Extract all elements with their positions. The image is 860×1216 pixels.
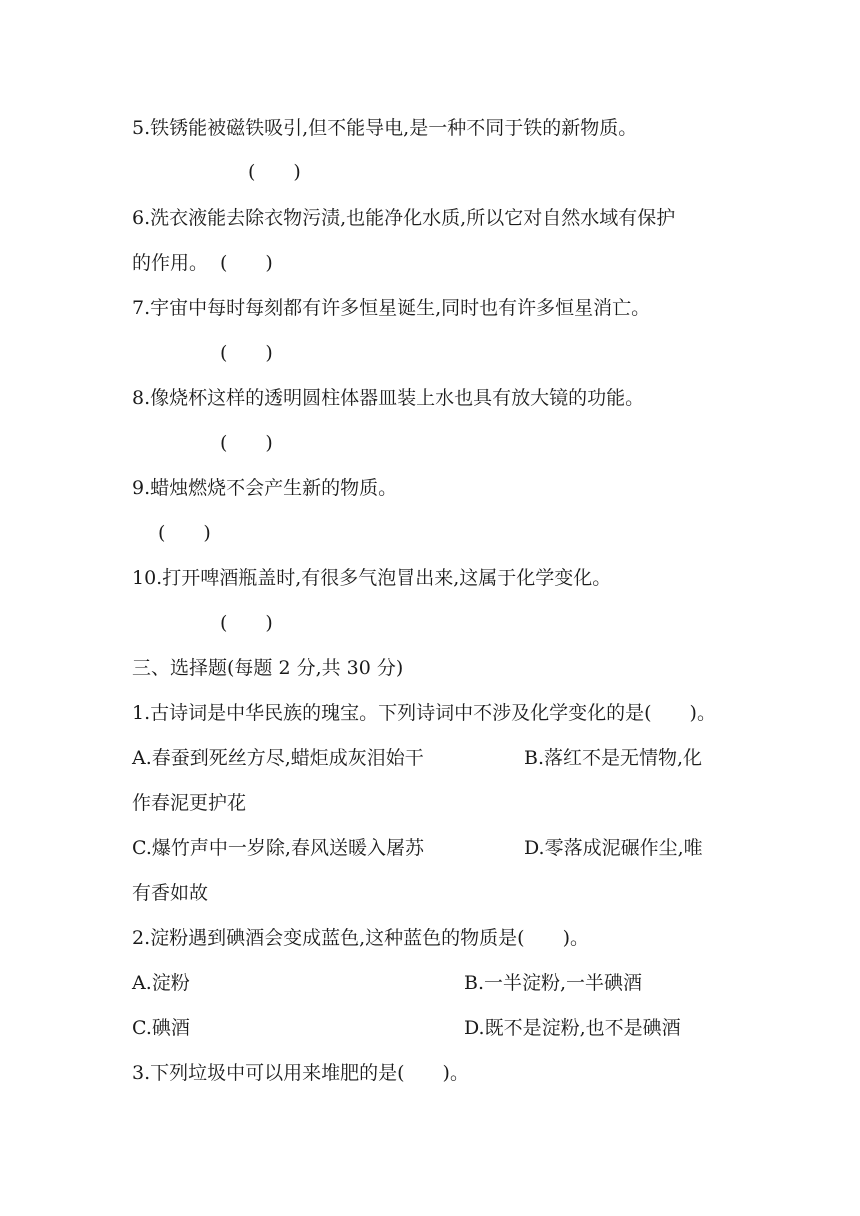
q1-option-c[interactable]: C.爆竹声中一岁除,春风送暖入屠苏 <box>132 837 424 859</box>
q2-option-a[interactable]: A.淀粉 <box>132 972 190 994</box>
answer-blank[interactable]: ( ) <box>220 252 273 274</box>
tf-item-10: 10.打开啤酒瓶盖时,有很多气泡冒出来,这属于化学变化。 <box>132 567 612 589</box>
q1-option-b[interactable]: B.落红不是无情物,化 <box>524 747 703 769</box>
tf-item-5: 5.铁锈能被磁铁吸引,但不能导电,是一种不同于铁的新物质。 <box>132 117 638 139</box>
tf-item-6: 6.洗衣液能去除衣物污渍,也能净化水质,所以它对自然水域有保护 <box>132 207 676 229</box>
answer-blank[interactable]: ( ) <box>220 342 273 364</box>
q1-option-a[interactable]: A.春蚕到死丝方尽,蜡炬成灰泪始干 <box>132 747 424 769</box>
q2-option-b[interactable]: B.一半淀粉,一半碘酒 <box>464 972 643 994</box>
q2-option-c[interactable]: C.碘酒 <box>132 1017 190 1039</box>
q1-option-d-continued: 有香如故 <box>132 882 209 904</box>
answer-blank[interactable]: ( ) <box>158 522 211 544</box>
answer-blank[interactable]: ( ) <box>220 432 273 454</box>
tf-item-6-continued: 的作用。 <box>132 252 209 274</box>
question-3-stem: 3.下列垃圾中可以用来堆肥的是( )。 <box>132 1062 469 1084</box>
q2-option-d[interactable]: D.既不是淀粉,也不是碘酒 <box>464 1017 681 1039</box>
q1-option-d[interactable]: D.零落成泥碾作尘,唯 <box>524 837 703 859</box>
section-title: 三、选择题(每题 2 分,共 30 分) <box>132 657 404 679</box>
question-1-stem: 1.古诗词是中华民族的瑰宝。下列诗词中不涉及化学变化的是( )。 <box>132 702 716 724</box>
tf-item-9: 9.蜡烛燃烧不会产生新的物质。 <box>132 477 398 499</box>
tf-item-8: 8.像烧杯这样的透明圆柱体器皿装上水也具有放大镜的功能。 <box>132 387 645 409</box>
answer-blank[interactable]: ( ) <box>220 612 273 634</box>
tf-item-7: 7.宇宙中每时每刻都有许多恒星诞生,同时也有许多恒星消亡。 <box>132 297 651 319</box>
q1-option-b-continued: 作春泥更护花 <box>132 792 247 814</box>
answer-blank[interactable]: ( ) <box>248 161 301 183</box>
question-2-stem: 2.淀粉遇到碘酒会变成蓝色,这种蓝色的物质是( )。 <box>132 927 589 949</box>
